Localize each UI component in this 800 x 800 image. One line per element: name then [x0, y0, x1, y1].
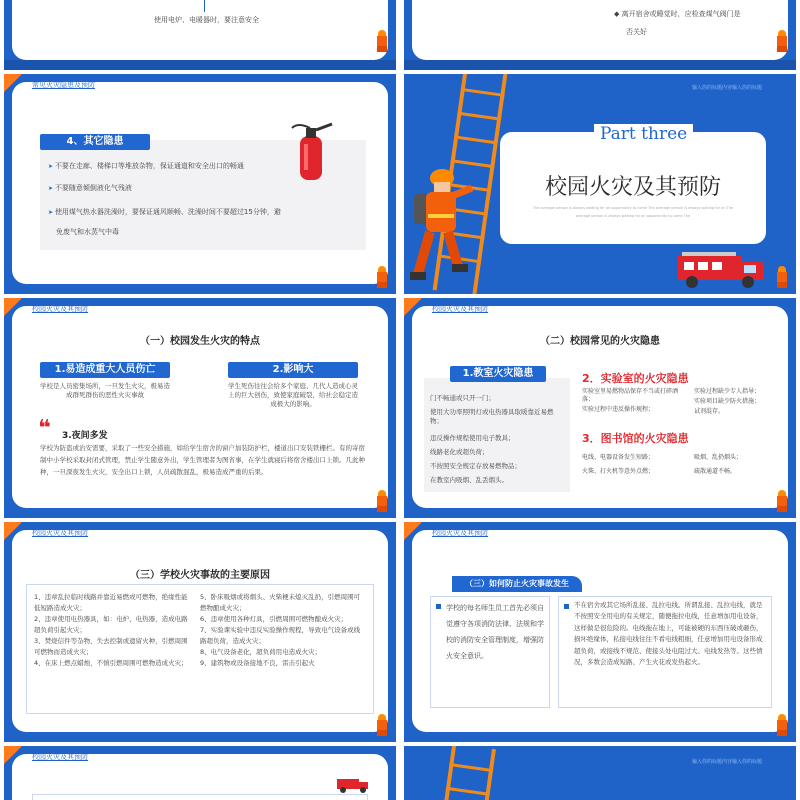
ladder-graphic — [444, 746, 496, 800]
content-box — [32, 794, 368, 800]
list-item: ➤ 使用煤气热水器洗澡时，要保证通风顺畅、洗澡时间不要超过15分钟，避 — [48, 206, 281, 219]
lab-item: 试剂混存。 — [694, 408, 725, 415]
causes-left: 1、违章乱拉临时线路并靠近易燃或可燃物，绝缘性能低短路造成火灾； 2、违章使用电热器具，如：电炉、电热器，造成电路超负荷引起火灾； 3、焚烧信件等杂物，失去控制或遗留火种，引燃周围可燃物而造成火灾； 4、在床上燃点蜡烛，不慎引燃周围可燃物造成火灾； — [34, 593, 188, 667]
arrow-line — [204, 0, 205, 12]
feature-tab-1: 1.易造成重大人员伤亡 — [40, 362, 170, 378]
flame-corner-icon — [4, 522, 24, 542]
firefighter-illustration — [406, 166, 480, 290]
slide-1 — [404, 0, 796, 70]
library-item: 电线、电器设备发生短路； — [582, 454, 655, 461]
bottom-strip — [4, 60, 396, 70]
section-tag: 校园火灾及其预防 — [432, 305, 488, 313]
prevent-right-text: 不在宿舍或其它场所乱接、乱拉电线。所谓乱接、乱拉电线，就是不按照安全用电的有关规定，随便拖拉电线，任意增加用电设备，这样做是很危险的。电线拖在地上，可能被硬的东西压破或砸伤，损坏绝缘体，私接电线往往不看电线粗细，任意增加用电设备形成超负荷，或接线不规范、使接头处电阻过大、电线发热等。这些情况，多数会造成短路、产生火花或发热起火。 — [574, 601, 763, 667]
library-item: 疏散通道不畅。 — [694, 468, 737, 475]
slide-title: （二）校园常见的火灾隐患 — [540, 336, 660, 347]
library-heading: 3．图书馆的火灾隐患 — [582, 432, 689, 445]
fireman-icon — [374, 490, 390, 512]
slide-card — [12, 0, 388, 60]
flame-corner-icon — [4, 74, 24, 94]
causes-right: 5、卧床吸烟或将烟头、火柴梗未熄灭乱扔，引燃周围可燃物酿成火灾； 6、违章使用各种灯具，引燃周围可燃物酿成火灾； 7、实验课实验中违反实验操作规程，导致电气设备或线路超负荷，造成火灾； 8、电气设备老化，超负荷用电造成火灾； 9、建筑物或设备接地不良，雷击引起火 — [200, 593, 361, 667]
flame-corner-icon — [404, 298, 424, 318]
slide-6 — [4, 522, 396, 742]
fire-extinguisher-icon — [288, 118, 338, 182]
slide1-line1: ◆ 离开宿舍或睡觉时，应检查煤气阀门是 — [614, 10, 741, 18]
library-item: 吸烟、乱扔烟头； — [694, 454, 743, 461]
section-tag: 校园火灾及其预防 — [432, 529, 488, 537]
section-tag: 校园火灾及其预防 — [32, 529, 88, 537]
fireman-icon — [774, 30, 790, 52]
quote-icon: ❝ — [38, 416, 51, 441]
section-tag: 常见火灾隐患及预防 — [32, 81, 95, 89]
feature-desc-1: 学校是人员密集场所，一旦发生火灾，极易造成群死群伤的恶性火灾事故 — [40, 382, 170, 399]
classroom-item: 在教室内吸烟、乱丢烟头。 — [430, 476, 508, 484]
slide-8 — [4, 746, 396, 800]
library-item: 火柴、打火机等意外点燃； — [582, 468, 655, 475]
fireman-icon — [374, 30, 390, 52]
lab-heading: 2．实验室的火灾隐患 — [582, 372, 689, 385]
subtitle-line: average person is always waiting for an opportunity to come The — [575, 214, 691, 218]
slide-title: （三）学校火灾事故的主要原因 — [130, 570, 270, 581]
classroom-item: 线路老化或超负荷； — [430, 448, 489, 456]
fireman-icon — [774, 490, 790, 512]
bottom-strip — [404, 60, 796, 70]
feature-title-3: 3.夜间多发 — [62, 431, 108, 441]
list-item-cont: 免废气和水蒸气中毒 — [56, 228, 119, 236]
slide-0 — [4, 0, 396, 70]
flame-corner-icon — [404, 522, 424, 542]
subtitle-line: The average person is always waiting for an opportunity to come The average person is always waiting for an The — [532, 206, 734, 210]
classroom-item: 不按照安全规定存放易燃物品； — [430, 462, 521, 470]
lab-item: 实验室里易燃物品保存不当或打碎洒落； — [582, 388, 679, 403]
fire-truck-icon — [336, 776, 370, 794]
part-label: Part three — [594, 124, 693, 144]
prevent-left-text: 学校的每名师生员工首先必须自觉遵守各项消防法律、法规和学校的消防安全管理制度，增强防火安全意识。 — [446, 604, 544, 660]
slide1-line2: 否关好 — [626, 28, 647, 36]
flame-corner-icon — [4, 298, 24, 318]
feature-desc-3: 学校为防盗或治安需要，采取了一些安全措施，如给学生宿舍的窗户加装防护栏，楼道出口安装铁栅栏。有的寄宿制中小学校采取封闭式管理，禁止学生随意外出，学生管理者为图省事，在学生就寝后将宿舍楼出口上锁。几此种种，一旦深夜发生火灾，安全出口上锁，人员疏散混乱，极易造成严重的后果。 — [40, 444, 365, 476]
list-item: ➤ 不要在走廊、楼梯口等堆放杂物，保证通道和安全出口的畅通 — [48, 160, 244, 173]
slide-3 — [404, 74, 796, 294]
prevent-tab: （三）如何防止火灾事故发生 — [452, 576, 582, 592]
fireman-icon — [374, 266, 390, 288]
list-item: ➤ 不要随意倾倒液化气残液 — [48, 182, 132, 195]
feature-tab-2: 2.影响大 — [228, 362, 358, 378]
lab-item: 实验过程缺少专人指导； — [694, 388, 761, 395]
section-heading: 4、其它隐患 — [40, 134, 150, 150]
slide-7 — [404, 522, 796, 742]
slide-4 — [4, 298, 396, 518]
classroom-tab: 1.教室火灾隐患 — [450, 366, 546, 382]
slide-title: （一）校园发生火灾的特点 — [140, 336, 260, 347]
section-tag: 校园火灾及其预防 — [32, 753, 88, 761]
fire-truck-icon — [676, 248, 768, 290]
bullet-icon — [564, 604, 569, 609]
slide0-line: 使用电炉、电暖器时，要注意安全 — [154, 16, 259, 24]
section-tag: 输入你的标题内容输入你的标题 — [692, 85, 763, 91]
lab-item: 实验过程中违反操作规程； — [582, 406, 655, 413]
section-tag: 校园火灾及其预防 — [32, 305, 88, 313]
bullet-icon — [436, 604, 441, 609]
classroom-item: 使用大功率照明灯或电热器具取暖靠近易燃物； — [430, 408, 554, 425]
fireman-icon — [774, 266, 790, 288]
slide-2 — [4, 74, 396, 294]
flame-corner-icon — [4, 746, 24, 766]
section-title: 校园火灾及其预防 — [544, 175, 721, 200]
lab-item: 实验项目缺少防火措施； — [694, 398, 761, 405]
slide-5 — [404, 298, 796, 518]
section-tag: 输入你的标题内容输入你的标题 — [692, 759, 763, 765]
slide-9 — [404, 746, 796, 800]
fireman-icon — [374, 714, 390, 736]
feature-desc-2: 学生死伤往往会给多个家庭、几代人造成心灵上的巨大创伤，致使家庭破裂，给社会稳定造成极大的影响。 — [228, 382, 358, 408]
fireman-icon — [774, 714, 790, 736]
classroom-item: 违反操作规程使用电子教具； — [430, 434, 515, 442]
classroom-item: 门不畅通或只开一门； — [430, 394, 495, 402]
